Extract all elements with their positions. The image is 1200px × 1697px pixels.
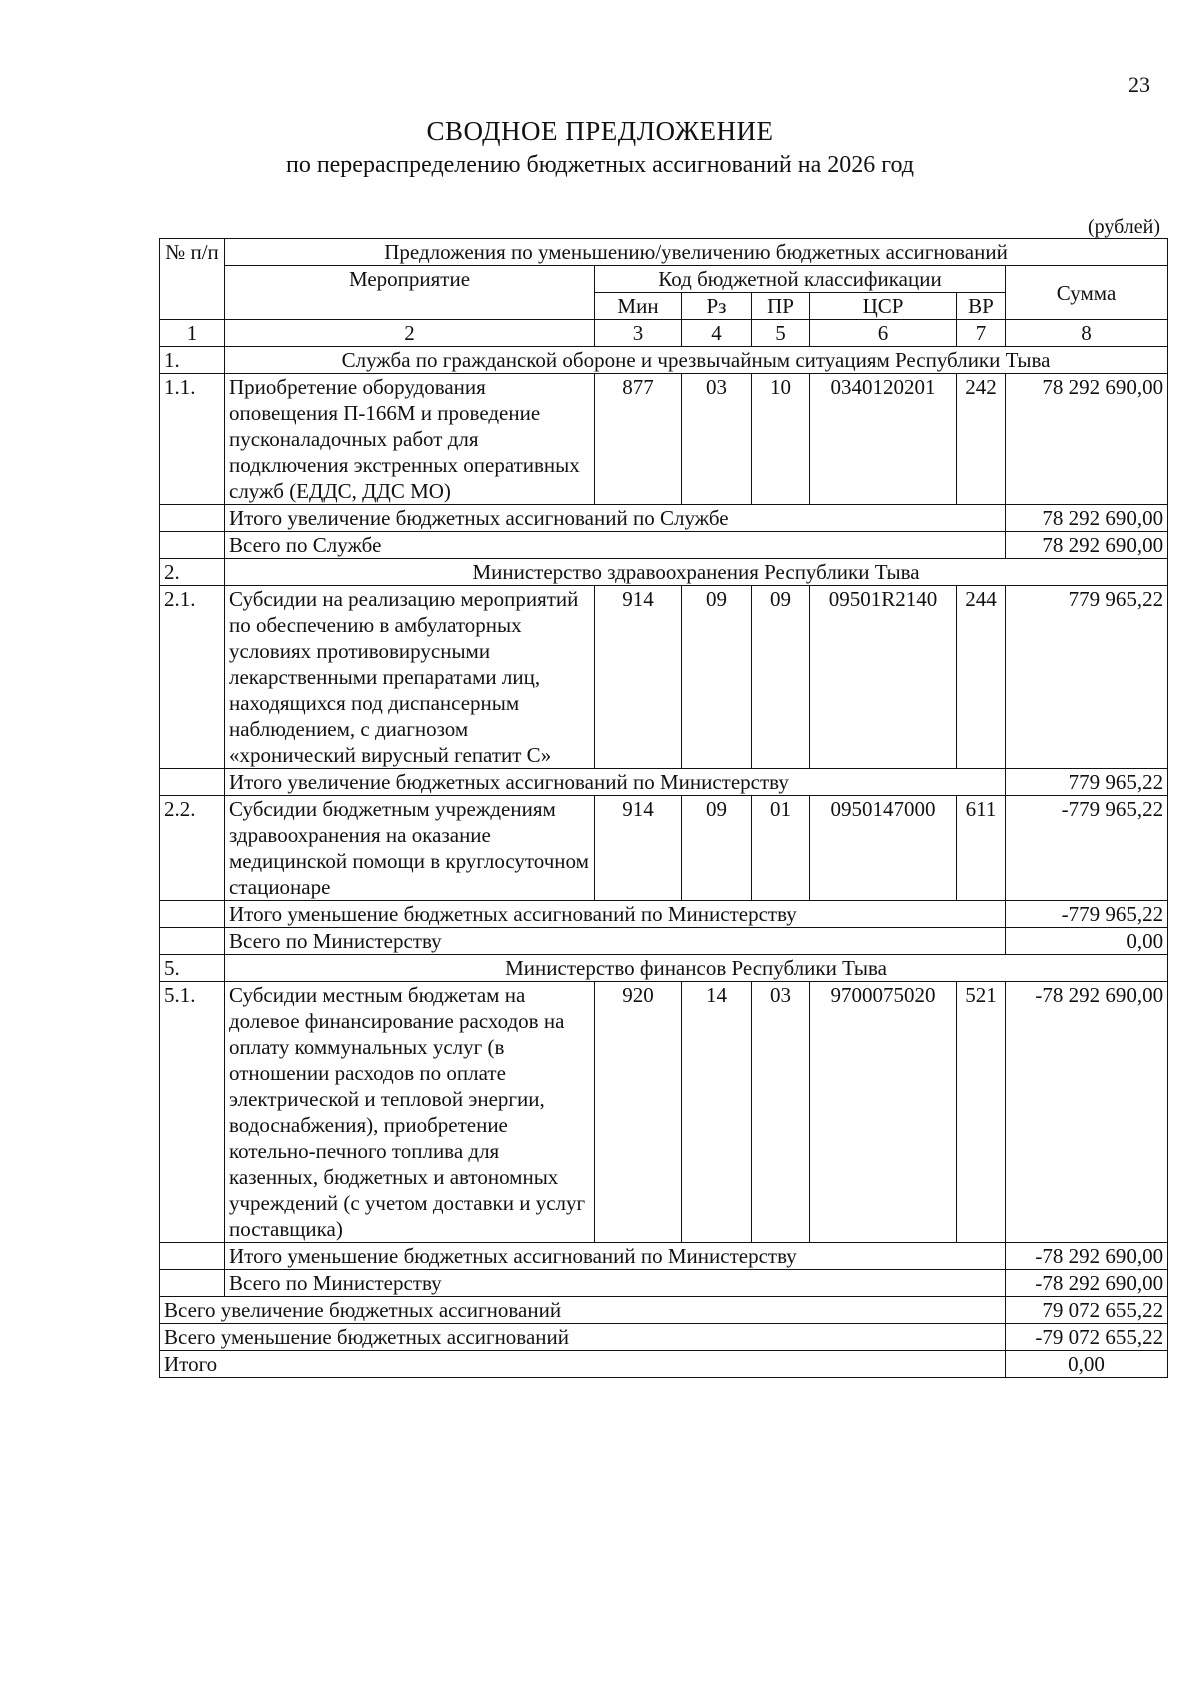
grand-increase-value: 79 072 655,22 [1006, 1297, 1168, 1324]
item-csr: 9700075020 [810, 982, 957, 1243]
total-value: -78 292 690,00 [1006, 1270, 1168, 1297]
empty-cell [160, 505, 225, 532]
budget-table [159, 238, 1168, 1378]
table-row [160, 586, 1168, 769]
item-sum: 78 292 690,00 [1006, 374, 1168, 505]
empty-cell [160, 901, 225, 928]
column-number: 8 [1006, 320, 1168, 347]
grand-decrease-row [160, 1324, 1168, 1351]
item-name: Приобретение оборудования оповещения П-166М и проведение пусконаладочных работ для подключения экстренных оперативных служб (ЕДДС, ДДС МО) [225, 374, 595, 505]
total-value: 0,00 [1006, 928, 1168, 955]
column-number: 6 [810, 320, 957, 347]
column-number: 1 [160, 320, 225, 347]
subtotal-row [160, 1243, 1168, 1270]
section-row [160, 955, 1168, 982]
table-row [160, 982, 1168, 1243]
item-csr: 09501R2140 [810, 586, 957, 769]
item-sum: -78 292 690,00 [1006, 982, 1168, 1243]
subtotal-row [160, 769, 1168, 796]
column-number: 4 [682, 320, 752, 347]
item-rz: 03 [682, 374, 752, 505]
item-csr: 0340120201 [810, 374, 957, 505]
grand-increase-row [160, 1297, 1168, 1324]
total-row [160, 532, 1168, 559]
item-min: 914 [595, 586, 682, 769]
subtotal-row [160, 901, 1168, 928]
header-rz: Рз [682, 293, 752, 320]
item-sum: 779 965,22 [1006, 586, 1168, 769]
subtotal-value: -78 292 690,00 [1006, 1243, 1168, 1270]
empty-cell [160, 928, 225, 955]
empty-cell [160, 532, 225, 559]
item-vr: 611 [957, 796, 1006, 901]
subtotal-row [160, 505, 1168, 532]
empty-cell [160, 1270, 225, 1297]
item-pr: 03 [752, 982, 810, 1243]
column-number: 7 [957, 320, 1006, 347]
empty-cell [160, 769, 225, 796]
section-row [160, 347, 1168, 374]
total-value: 78 292 690,00 [1006, 532, 1168, 559]
item-pr: 01 [752, 796, 810, 901]
section-number: 1. [160, 347, 225, 374]
grand-total-value: 0,00 [1006, 1351, 1168, 1378]
item-vr: 521 [957, 982, 1006, 1243]
column-number: 2 [225, 320, 595, 347]
table-row [160, 374, 1168, 505]
header-row-1 [160, 239, 1168, 266]
grand-increase-label: Всего увеличение бюджетных ассигнований [160, 1297, 1006, 1324]
subtotal-label: Итого увеличение бюджетных ассигнований по Министерству [225, 769, 1006, 796]
item-rz: 14 [682, 982, 752, 1243]
header-min: Мин [595, 293, 682, 320]
section-title: Служба по гражданской обороне и чрезвычайным ситуациям Республики Тыва [225, 347, 1168, 374]
subtotal-value: 779 965,22 [1006, 769, 1168, 796]
item-rz: 09 [682, 586, 752, 769]
empty-cell [160, 1243, 225, 1270]
section-row [160, 559, 1168, 586]
subtotal-label: Итого увеличение бюджетных ассигнований по Службе [225, 505, 1006, 532]
section-title: Министерство здравоохранения Республики Тыва [225, 559, 1168, 586]
total-label: Всего по Министерству [225, 1270, 1006, 1297]
item-number: 1.1. [160, 374, 225, 505]
item-pr: 10 [752, 374, 810, 505]
page-number: 23 [1128, 72, 1150, 97]
item-number: 2.2. [160, 796, 225, 901]
header-event: Мероприятие [225, 266, 595, 320]
section-number: 5. [160, 955, 225, 982]
item-min: 914 [595, 796, 682, 901]
document-title: СВОДНОЕ ПРЕДЛОЖЕНИЕ [426, 116, 774, 146]
section-title: Министерство финансов Республики Тыва [225, 955, 1168, 982]
grand-decrease-label: Всего уменьшение бюджетных ассигнований [160, 1324, 1006, 1351]
subtotal-label: Итого уменьшение бюджетных ассигнований по Министерству [225, 1243, 1006, 1270]
total-row [160, 1270, 1168, 1297]
header-code-group: Код бюджетной классификации [595, 266, 1006, 293]
header-no: № п/п [160, 239, 225, 320]
column-number: 5 [752, 320, 810, 347]
item-name: Субсидии местным бюджетам на долевое финансирование расходов на оплату коммунальных услуг (в отношении расходов по оплате электрической и тепловой энергии, водоснабжения), приобретение котельно-печного топлива для казенных, бюджетных и автономных учреждений (с учетом доставки и услуг поставщика) [225, 982, 595, 1243]
total-label: Всего по Службе [225, 532, 1006, 559]
column-number: 3 [595, 320, 682, 347]
subtotal-label: Итого уменьшение бюджетных ассигнований по Министерству [225, 901, 1006, 928]
item-vr: 244 [957, 586, 1006, 769]
grand-total-label: Итого [160, 1351, 1006, 1378]
grand-decrease-value: -79 072 655,22 [1006, 1324, 1168, 1351]
header-row-2 [160, 266, 1168, 293]
subtotal-value: 78 292 690,00 [1006, 505, 1168, 532]
units-label: (рублей) [1087, 216, 1160, 238]
header-pr: ПР [752, 293, 810, 320]
header-numbers-row [160, 320, 1168, 347]
item-name: Субсидии на реализацию мероприятий по обеспечению в амбулаторных условиях противовирусными лекарственными препаратами лиц, находящихся под диспансерным наблюдением, с диагнозом «хронический вирусный гепатит С» [225, 586, 595, 769]
item-number: 5.1. [160, 982, 225, 1243]
item-min: 920 [595, 982, 682, 1243]
header-sum: Сумма [1006, 266, 1168, 320]
item-number: 2.1. [160, 586, 225, 769]
item-vr: 242 [957, 374, 1006, 505]
table-row [160, 796, 1168, 901]
header-vr: ВР [957, 293, 1006, 320]
grand-total-row [160, 1351, 1168, 1378]
document-subtitle: по перераспределению бюджетных ассигнований на 2026 год [285, 152, 915, 178]
item-csr: 0950147000 [810, 796, 957, 901]
item-name: Субсидии бюджетным учреждениям здравоохранения на оказание медицинской помощи в круглосуточном стационаре [225, 796, 595, 901]
item-pr: 09 [752, 586, 810, 769]
total-row [160, 928, 1168, 955]
header-proposals: Предложения по уменьшению/увеличению бюджетных ассигнований [225, 239, 1168, 266]
header-csr: ЦСР [810, 293, 957, 320]
total-label: Всего по Министерству [225, 928, 1006, 955]
section-number: 2. [160, 559, 225, 586]
item-min: 877 [595, 374, 682, 505]
subtotal-value: -779 965,22 [1006, 901, 1168, 928]
item-rz: 09 [682, 796, 752, 901]
item-sum: -779 965,22 [1006, 796, 1168, 901]
